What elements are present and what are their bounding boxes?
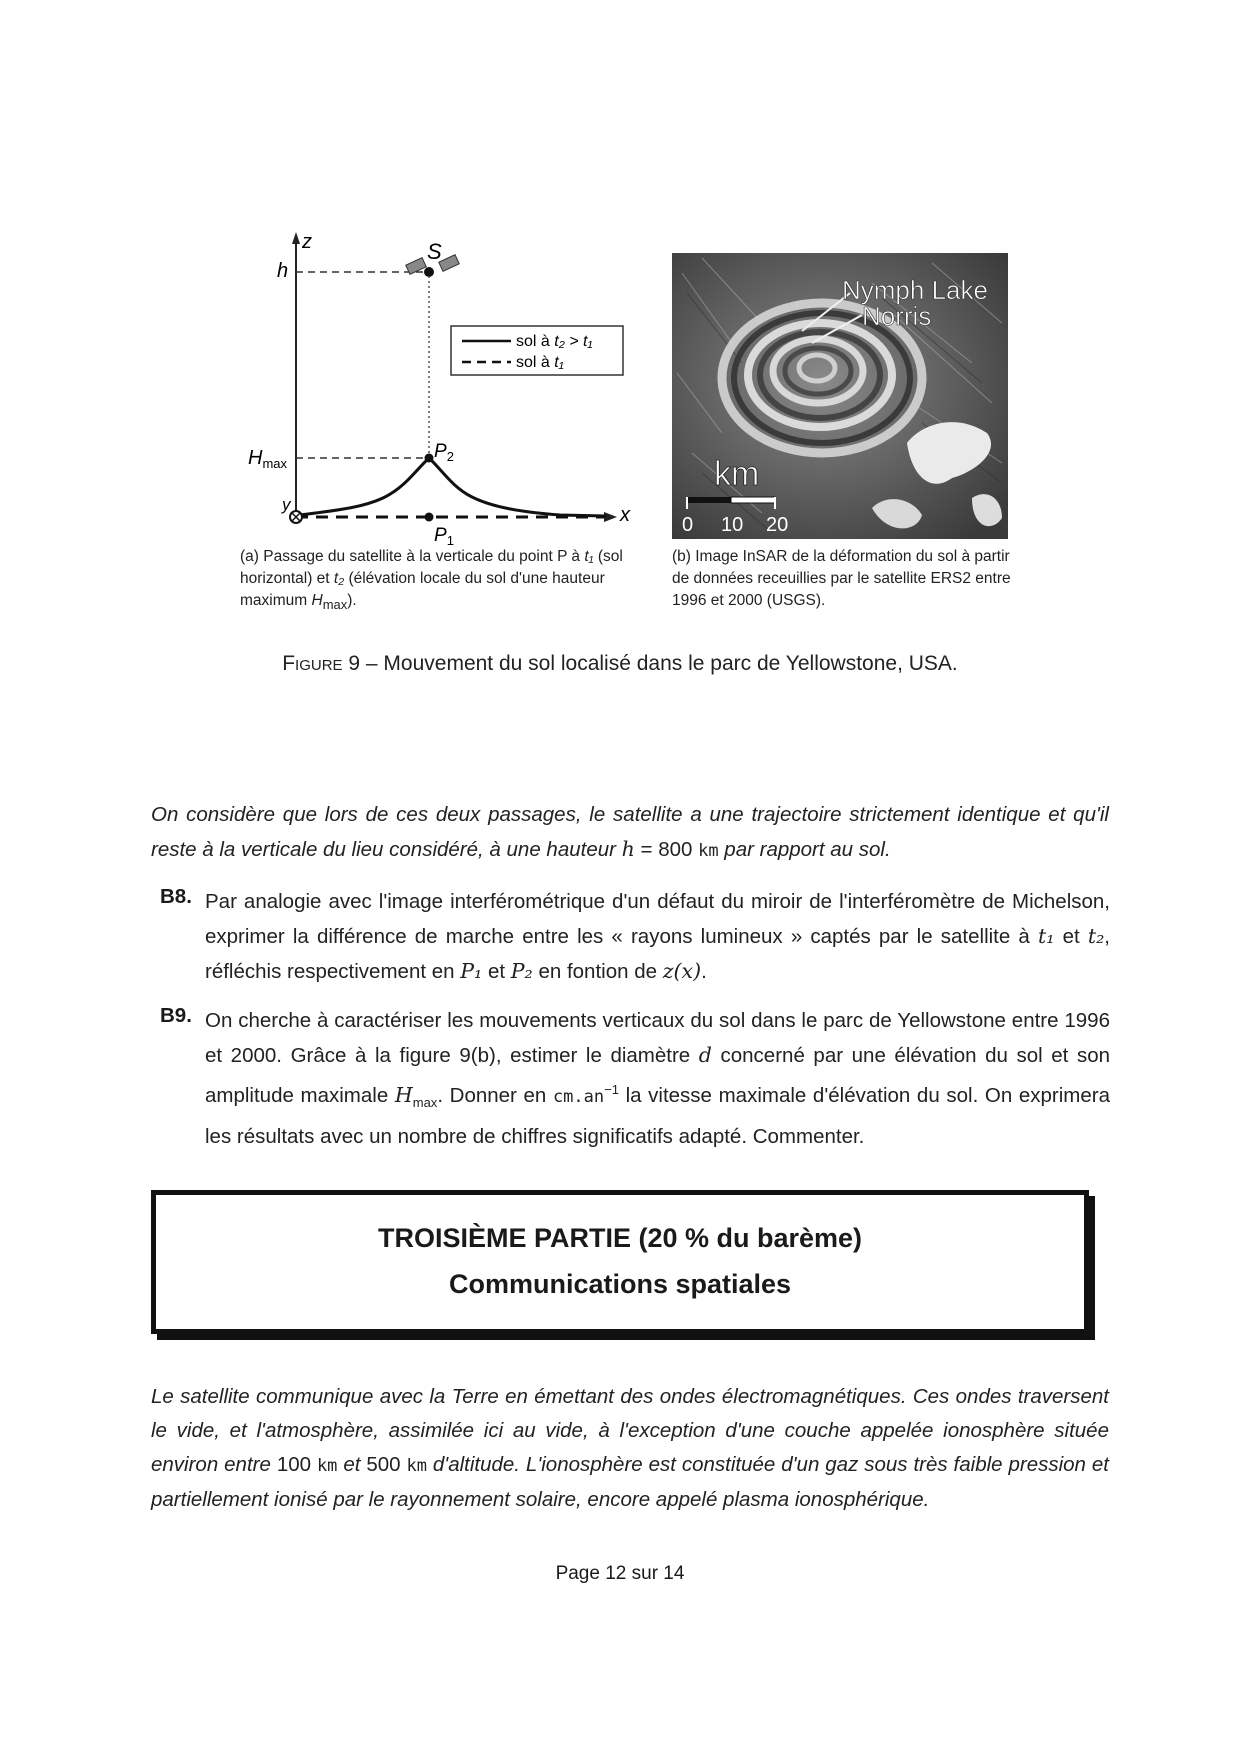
scale-tick-10: 10	[721, 514, 744, 536]
intro-paragraph: On considère que lors de ces deux passages, le satellite a une trajectoire strictement identique et qu'il reste à la verticale du lieu considéré, à une hauteur h = 800 km par rapport au sol.	[151, 803, 1109, 861]
label-z: z	[302, 231, 312, 253]
point-p1	[425, 513, 434, 522]
label-h: h	[277, 260, 289, 282]
label-p1: $P_1$	[434, 525, 454, 548]
question-b8-text: Par analogie avec l'image interférométrique d'un défaut du miroir de l'interféromètre de Michelson, exprimer la différence de marche entre les « rayons lumineux » captés par le satellite à t₁ et t₂, réfléchis respectivement en P₁ et P₂ en fontion de z(x).	[205, 890, 1110, 983]
part-three-header-box	[151, 1190, 1089, 1334]
part-three-subtitle: Communications spatiales	[448, 1269, 792, 1299]
legend-dashed-label: sol à t₁	[516, 354, 564, 371]
question-b8-label: B8.	[160, 885, 192, 908]
scale-unit-km: km	[714, 455, 760, 493]
figure-9b-insar-image	[672, 253, 1008, 539]
legend	[451, 326, 623, 375]
label-s: S	[427, 239, 442, 264]
label-x: x	[620, 504, 630, 526]
part-three-title: TROISIÈME PARTIE (20 % du barème)	[377, 1223, 863, 1253]
caption-b: (b) Image InSAR de la déformation du sol à partir de données receuillies par le satellite ERS2 entre 1996 et 2000 (USGS).	[672, 548, 1011, 609]
label-p2: $P_2$	[434, 441, 454, 464]
label-hmax: $H_{max}$	[248, 447, 288, 471]
figure-9a-diagram	[240, 225, 640, 555]
label-nymph-lake: Nymph Lake	[842, 275, 988, 305]
page-number: Page 12 sur 14	[555, 1563, 685, 1584]
label-norris: Norris	[862, 301, 932, 331]
ground-t2-profile	[300, 458, 606, 516]
legend-solid-label: sol à t₂ > t₁	[516, 333, 593, 350]
outro-paragraph: Le satellite communique avec la Terre en émettant des ondes électromagnétiques. Ces ondes traversent le vide, et l'atmosphère, assimilée ici au vide, à l'exception d'une couche appelée ionosphère située environ entre 100 km et 500 km d'altitude. L'ionosphère est constituée d'un gaz sous très faible pression et partiellement ionisé par le rayonnement solaire, encore appelé plasma ionosphérique.	[151, 1385, 1109, 1511]
scale-tick-20: 20	[766, 514, 789, 536]
scale-tick-0: 0	[682, 514, 694, 536]
z-axis-arrow	[292, 232, 300, 244]
question-b9-text: On cherche à caractériser les mouvements verticaux du sol dans le parc de Yellowstone entre 1996 et 2000. Grâce à la figure 9(b), estimer le diamètre d concerné par une élévation du sol et son amplitude maximale $H_{max}$. Donner en $cm.an^{-1}$ la vitesse maximale d'élévation du sol. On exprimera les résultats avec un nombre de chiffres significatifs adapté. Commenter.	[205, 1009, 1110, 1148]
figure-title: Figure 9 – Mouvement du sol localisé dans le parc de Yellowstone, USA.	[282, 652, 958, 675]
label-y: y	[282, 495, 291, 514]
question-b9-label: B9.	[160, 1004, 192, 1027]
caption-a: (a) Passage du satellite à la verticale du point P à t₁ (sol horizontal) et t₂ (élévation locale du sol d'une hauteur maximum $H_{max}$).	[240, 548, 623, 613]
